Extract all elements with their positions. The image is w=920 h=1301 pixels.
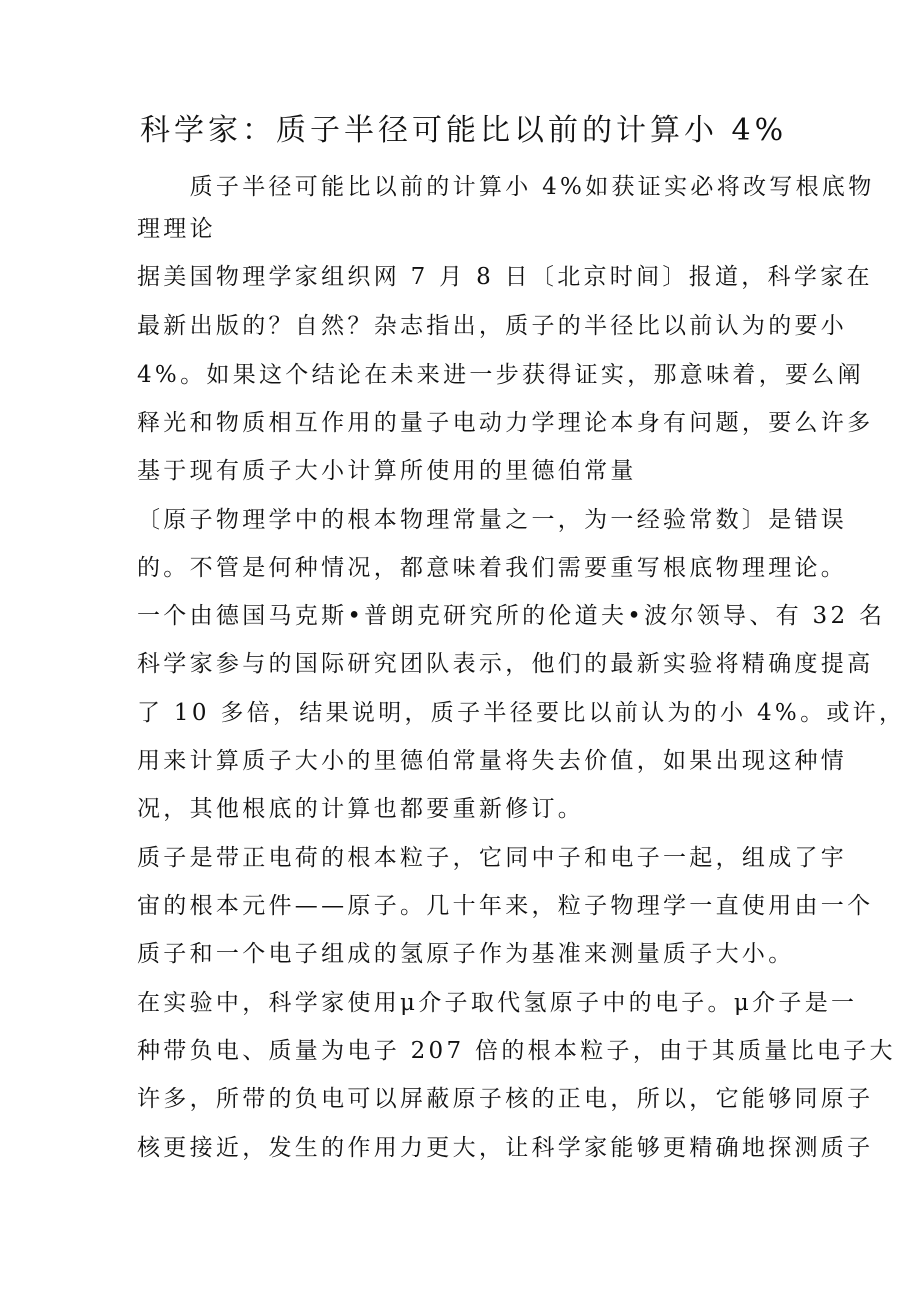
paragraph-line: 况，其他根底的计算也都要重新修订。 [137, 796, 585, 822]
paragraph-line: 一个由德国马克斯•普朗克研究所的伦道夫•波尔领导、有 32 名 [137, 603, 886, 629]
paragraph-line: 的。不管是何种情况，都意味着我们需要重写根底物理理论。 [137, 555, 848, 581]
paragraph-line: 许多，所带的负电可以屏蔽原子核的正电，所以，它能够同原子 [137, 1086, 874, 1112]
paragraph-line: 质子是带正电荷的根本粒子，它同中子和电子一起，组成了宇 [137, 845, 848, 871]
paragraph-line: 〔原子物理学中的根本物理常量之一，为一经验常数〕是错误 [137, 507, 848, 533]
paragraph-line: 用来计算质子大小的里德伯常量将失去价值，如果出现这种情 [137, 748, 848, 774]
paragraph-line: 4%。如果这个结论在未来进一步获得证实，那意味着，要么阐 [137, 362, 864, 388]
paragraph-line: 种带负电、质量为电子 207 倍的根本粒子，由于其质量比电子大 [137, 1038, 896, 1064]
document-title: 科学家：质子半径可能比以前的计算小 4% [140, 113, 788, 148]
paragraph-line: 了 10 多倍，结果说明，质子半径要比以前认为的小 4%。或许， [137, 700, 906, 726]
paragraph-line: 科学家参与的国际研究团队表示，他们的最新实验将精确度提高 [137, 651, 874, 677]
paragraph-line: 据美国物理学家组织网 7 月 8 日〔北京时间〕报道，科学家在 [137, 264, 873, 290]
paragraph-line: 宙的根本元件——原子。几十年来，粒子物理学一直使用由一个 [137, 893, 874, 919]
paragraph-line: 理理论 [137, 216, 216, 242]
paragraph-line: 在实验中，科学家使用μ介子取代氢原子中的电子。μ介子是一 [137, 990, 858, 1016]
paragraph-line: 质子半径可能比以前的计算小 4%如获证实必将改写根底物 [137, 174, 875, 200]
paragraph-line: 最新出版的？自然？杂志指出，质子的半径比以前认为的要小 [137, 313, 848, 339]
paragraph-line: 质子和一个电子组成的氢原子作为基准来测量质子大小。 [137, 941, 795, 967]
paragraph-line: 释光和物质相互作用的量子电动力学理论本身有问题，要么许多 [137, 410, 874, 436]
paragraph-line: 基于现有质子大小计算所使用的里德伯常量 [137, 458, 637, 484]
paragraph-line: 核更接近，发生的作用力更大，让科学家能够更精确地探测质子 [137, 1135, 874, 1161]
